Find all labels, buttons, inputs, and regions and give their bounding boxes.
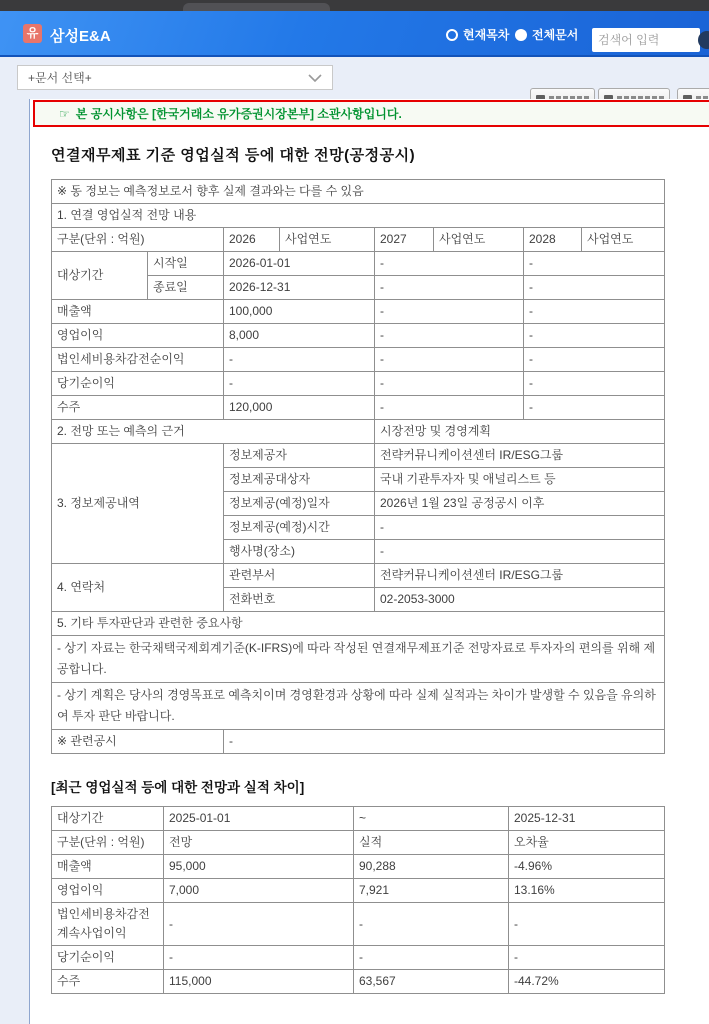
cell-label: 매출액 <box>52 855 164 879</box>
table-row-pretax-profit <box>52 348 665 372</box>
table-row-header <box>52 228 665 252</box>
table-row-net-profit <box>52 372 665 396</box>
cell-label: 4. 연락처 <box>52 564 224 612</box>
table-row-note2 <box>52 683 665 730</box>
cell-note: - 상기 계획은 당사의 경영목표로 예측치이며 경영환경과 상황에 따라 실제 실적과는 차이가 발생할 수 있음을 유의하여 투자 판단 바랍니다. <box>52 683 665 730</box>
table-row-section5-title <box>52 612 665 636</box>
pointing-hand-icon: ☞ <box>59 106 70 121</box>
cell-value: - <box>524 396 665 420</box>
table-row-operating-profit <box>52 879 665 903</box>
table-row-net-profit <box>52 946 665 970</box>
viewer-header <box>0 11 709 57</box>
cell-value: - <box>224 730 665 754</box>
cell-label: 대상기간 <box>52 807 164 831</box>
cell-value: 95,000 <box>164 855 354 879</box>
cell-value: 8,000 <box>224 324 375 348</box>
cell-value: - <box>375 276 524 300</box>
cell-col-header: 실적 <box>354 831 509 855</box>
cell-note: - 상기 자료는 한국채택국제회계기준(K-IFRS)에 따라 작성된 연결재무제표기준 전망자료로 투자자의 편의를 위해 제공합니다. <box>52 636 665 683</box>
cell-value: 115,000 <box>164 970 354 994</box>
cell-label: 5. 기타 투자판단과 관련한 중요사항 <box>52 612 665 636</box>
table-row-pretax-profit <box>52 903 665 946</box>
cell-label: 영업이익 <box>52 324 224 348</box>
table-row-sales <box>52 855 665 879</box>
cell-sublabel: 정보제공대상자 <box>224 468 375 492</box>
radio-full-document[interactable] <box>515 26 578 43</box>
table-row <box>52 204 665 228</box>
forecast-table <box>51 179 665 754</box>
cell-sublabel: 정보제공(예정)일자 <box>224 492 375 516</box>
cell-value: - <box>524 276 665 300</box>
cell-value: 2025-12-31 <box>509 807 665 831</box>
cell-value: 2026-12-31 <box>224 276 375 300</box>
cell-label: 구분(단위 : 억원) <box>52 831 164 855</box>
cell-value: - <box>354 903 509 946</box>
radio-selected-icon <box>515 29 527 41</box>
cell-value: - <box>375 252 524 276</box>
content-panel <box>29 99 709 1024</box>
cell-sublabel: 종료일 <box>148 276 224 300</box>
cell-value: 90,288 <box>354 855 509 879</box>
cell-value: 63,567 <box>354 970 509 994</box>
search-input[interactable] <box>592 28 700 52</box>
company-name: 삼성E&A <box>50 28 111 45</box>
cell-sublabel: 시작일 <box>148 252 224 276</box>
cell-sublabel: 관련부서 <box>224 564 375 588</box>
cell-label: 수주 <box>52 970 164 994</box>
radio-current-toc-label: 현재목차 <box>463 28 510 42</box>
document-title: 연결재무제표 기준 영업실적 등에 대한 전망(공정공시) <box>51 147 416 164</box>
table-row-orders <box>52 396 665 420</box>
cell-label: 대상기간 <box>52 252 148 300</box>
cell-year: 2028 <box>524 228 582 252</box>
cell-value: - <box>509 903 665 946</box>
cell-value: 13.16% <box>509 879 665 903</box>
cell-label: 법인세비용차감전계속사업이익 <box>52 903 164 946</box>
radio-unselected-icon <box>446 29 458 41</box>
jurisdiction-notice <box>33 100 709 127</box>
cell-sublabel: 전화번호 <box>224 588 375 612</box>
cell-value: 02-2053-3000 <box>375 588 665 612</box>
cell-sublabel: 정보제공(예정)시간 <box>224 516 375 540</box>
cell-value: - <box>224 348 375 372</box>
table-row <box>52 180 665 204</box>
search-icon[interactable] <box>698 31 709 49</box>
cell-col-header: 전망 <box>164 831 354 855</box>
radio-full-document-label: 전체문서 <box>532 28 579 42</box>
cell-value: - <box>164 946 354 970</box>
cell-label: 구분(단위 : 억원) <box>52 228 224 252</box>
cell-label: 2. 전망 또는 예측의 근거 <box>52 420 375 444</box>
cell-value: - <box>509 946 665 970</box>
cell-value: - <box>375 372 524 396</box>
table-row-period-start <box>52 252 665 276</box>
comparison-table-title: [최근 영업실적 등에 대한 전망과 실적 차이] <box>51 780 305 795</box>
cell-value: 2026-01-01 <box>224 252 375 276</box>
cell-value: 7,921 <box>354 879 509 903</box>
cell-value: 시장전망 및 경영계획 <box>375 420 665 444</box>
cell-value: - <box>524 300 665 324</box>
cell-value: - <box>354 946 509 970</box>
cell-value: 7,000 <box>164 879 354 903</box>
cell-value: - <box>224 372 375 396</box>
table-row-info-provider <box>52 444 665 468</box>
market-type-badge: 유 <box>23 24 42 43</box>
cell-year-suffix: 사업연도 <box>280 228 375 252</box>
cell-year: 2026 <box>224 228 280 252</box>
table-row-related-disclosure <box>52 730 665 754</box>
browser-tab[interactable] <box>183 3 330 11</box>
cell-sublabel: 행사명(장소) <box>224 540 375 564</box>
cell-label: 수주 <box>52 396 224 420</box>
cell-value: - <box>164 903 354 946</box>
table-row-note1 <box>52 636 665 683</box>
table-row-contact-dept <box>52 564 665 588</box>
cell-label: ※ 관련공시 <box>52 730 224 754</box>
section1-title-cell: 1. 연결 영업실적 전망 내용 <box>52 204 665 228</box>
cell-year: 2027 <box>375 228 434 252</box>
cell-label: 영업이익 <box>52 879 164 903</box>
cell-label: 법인세비용차감전순이익 <box>52 348 224 372</box>
browser-chrome-strip <box>0 0 709 11</box>
cell-value: - <box>375 396 524 420</box>
document-select-value: +문서 선택+ <box>28 71 92 85</box>
cell-value: - <box>524 324 665 348</box>
table-row-basis <box>52 420 665 444</box>
cell-value: - <box>524 372 665 396</box>
cell-value: 전략커뮤니케이션센터 IR/ESG그룹 <box>375 564 665 588</box>
cell-value: -4.96% <box>509 855 665 879</box>
cell-value: - <box>375 348 524 372</box>
radio-current-toc[interactable] <box>446 26 509 43</box>
table-row-header <box>52 831 665 855</box>
cell-value: - <box>524 348 665 372</box>
cell-value: 2025-01-01 <box>164 807 354 831</box>
cell-value: - <box>375 540 665 564</box>
cell-value: ~ <box>354 807 509 831</box>
forecast-note-cell: ※ 동 정보는 예측정보로서 향후 실제 결과와는 다를 수 있음 <box>52 180 665 204</box>
document-select-dropdown[interactable] <box>17 65 333 90</box>
table-row-period <box>52 807 665 831</box>
cell-sublabel: 정보제공자 <box>224 444 375 468</box>
cell-value: 100,000 <box>224 300 375 324</box>
cell-label: 당기순이익 <box>52 946 164 970</box>
table-row-sales <box>52 300 665 324</box>
cell-value: -44.72% <box>509 970 665 994</box>
cell-col-header: 오차율 <box>509 831 665 855</box>
cell-year-suffix: 사업연도 <box>582 228 665 252</box>
comparison-table <box>51 806 665 994</box>
cell-label: 당기순이익 <box>52 372 224 396</box>
cell-value: - <box>375 324 524 348</box>
cell-value: - <box>375 300 524 324</box>
chevron-down-icon <box>308 74 322 82</box>
cell-year-suffix: 사업연도 <box>434 228 524 252</box>
cell-value: 국내 기관투자자 및 애널리스트 등 <box>375 468 665 492</box>
cell-value: - <box>524 252 665 276</box>
cell-label: 3. 정보제공내역 <box>52 444 224 564</box>
table-row-operating-profit <box>52 324 665 348</box>
cell-value: - <box>375 516 665 540</box>
table-row-orders <box>52 970 665 994</box>
cell-value: 2026년 1월 23일 공정공시 이후 <box>375 492 665 516</box>
cell-label: 매출액 <box>52 300 224 324</box>
jurisdiction-notice-text: 본 공시사항은 [한국거래소 유가증권시장본부] 소관사항입니다. <box>75 106 402 121</box>
cell-value: 120,000 <box>224 396 375 420</box>
cell-value: 전략커뮤니케이션센터 IR/ESG그룹 <box>375 444 665 468</box>
